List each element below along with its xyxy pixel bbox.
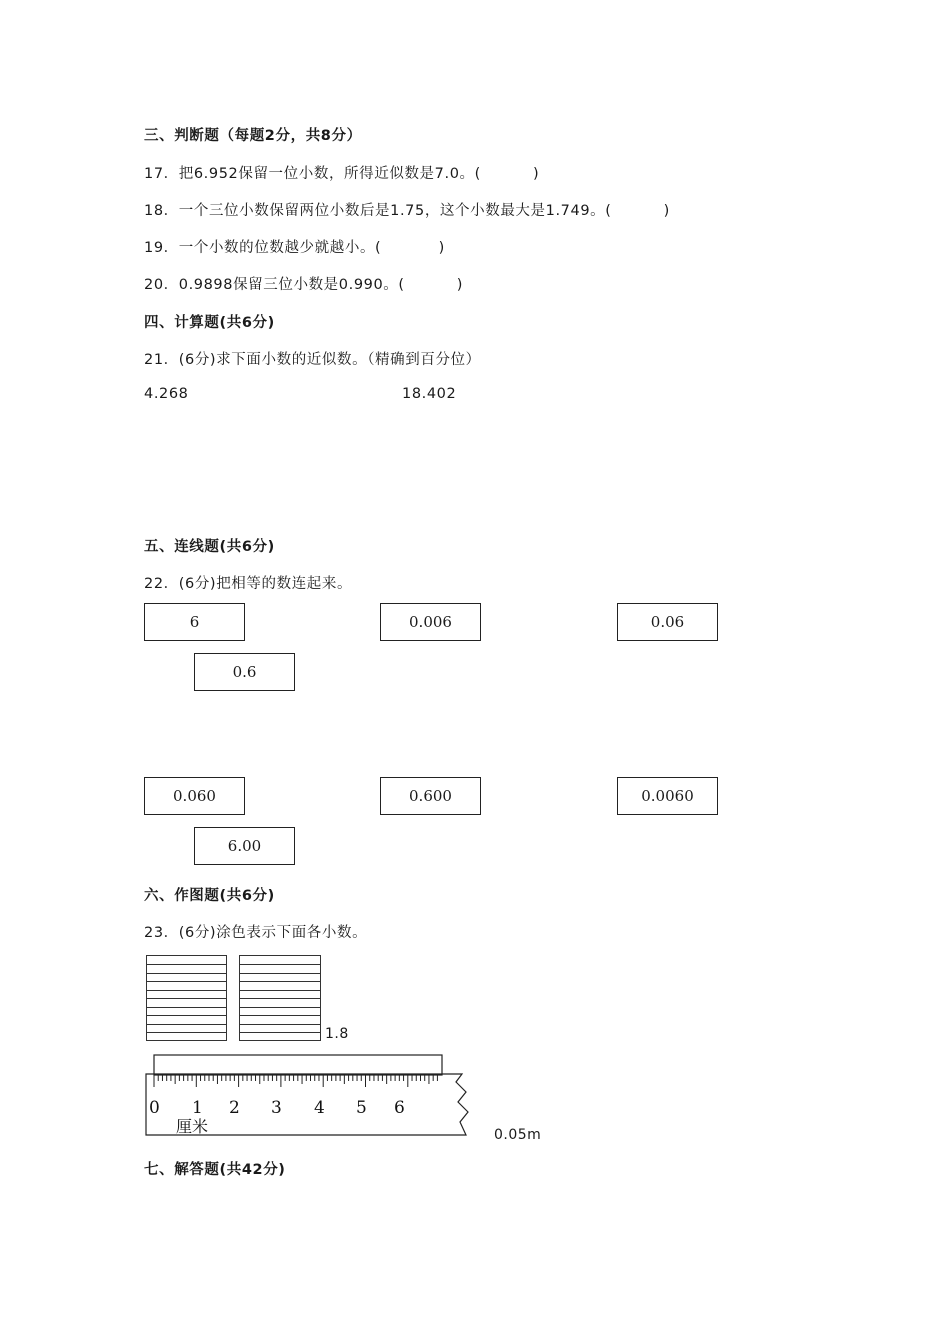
value-1: 4.268 xyxy=(144,386,189,402)
match-box: 0.0060 xyxy=(617,777,718,815)
section-5-heading: 五、连线题(共6分) xyxy=(144,539,275,555)
section-4-heading: 四、计算题(共6分) xyxy=(144,315,275,331)
match-box: 0.006 xyxy=(380,603,481,641)
ruler-tick-label: 0 xyxy=(149,1098,160,1118)
value-2: 18.402 xyxy=(402,386,457,402)
section-6-heading: 六、作图题(共6分) xyxy=(144,888,275,904)
ruler-tick-label: 1 xyxy=(192,1098,203,1118)
grid-label: 1.8 xyxy=(325,1026,349,1042)
grid-right xyxy=(239,955,321,1041)
match-box: 0.600 xyxy=(380,777,481,815)
question-21: 21．(6分)求下面小数的近似数。（精确到百分位） xyxy=(144,352,481,368)
ruler-tick-label: 6 xyxy=(394,1098,405,1118)
question-19: 19．一个小数的位数越少就越小。( ) xyxy=(144,240,445,256)
ruler-label: 0.05m xyxy=(494,1127,542,1143)
match-box: 0.6 xyxy=(194,653,295,691)
section-7-heading: 七、解答题(共42分) xyxy=(144,1162,286,1178)
question-20: 20．0.9898保留三位小数是0.990。( ) xyxy=(144,277,464,293)
match-box: 0.060 xyxy=(144,777,245,815)
question-17: 17．把6.952保留一位小数，所得近似数是7.0。( ) xyxy=(144,166,540,182)
match-box: 0.06 xyxy=(617,603,718,641)
ruler-tick-label: 5 xyxy=(356,1098,367,1118)
ruler-tick-label: 3 xyxy=(271,1098,282,1118)
question-23: 23．(6分)涂色表示下面各小数。 xyxy=(144,925,368,941)
ruler-unit: 厘米 xyxy=(176,1117,209,1136)
grid-left xyxy=(146,955,227,1041)
question-18: 18．一个三位小数保留两位小数后是1.75，这个小数最大是1.749。( ) xyxy=(144,203,670,219)
ruler-tick-label: 2 xyxy=(229,1098,240,1118)
ruler xyxy=(144,1052,484,1142)
ruler-tick-label: 4 xyxy=(314,1098,325,1118)
ruler-top-strip xyxy=(154,1055,442,1075)
section-3-heading: 三、判断题（每题2分，共8分） xyxy=(144,128,362,144)
match-box: 6.00 xyxy=(194,827,295,865)
question-22: 22．(6分)把相等的数连起来。 xyxy=(144,576,353,592)
match-box: 6 xyxy=(144,603,245,641)
